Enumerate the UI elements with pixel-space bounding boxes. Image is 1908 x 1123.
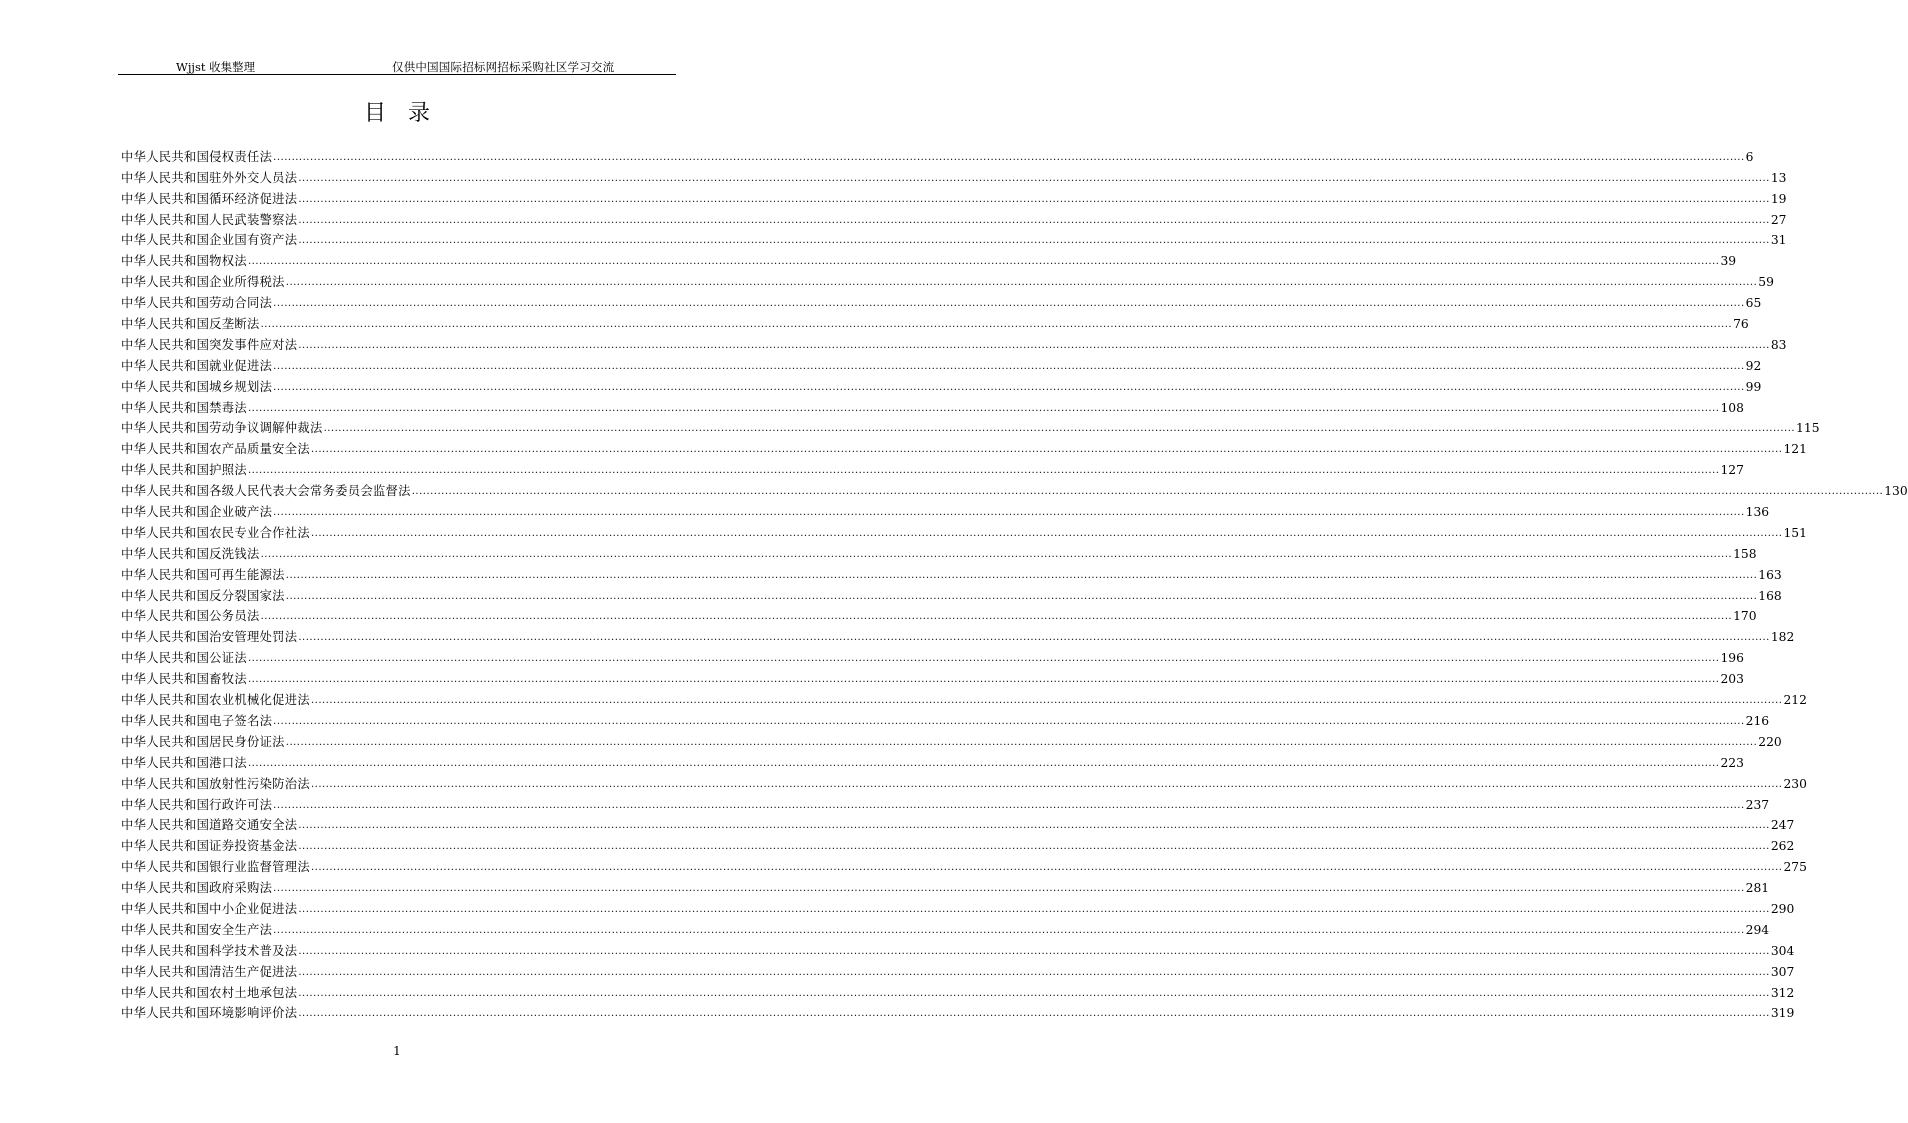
toc-leader-dots: ................................................................................................................................................................................................................................................................................................................................................................................................................	[298, 172, 1770, 184]
toc-entry-title: 中华人民共和国放射性污染防治法	[121, 776, 310, 791]
toc-leader-dots: ................................................................................................................................................................................................................................................................................................................................................................................................................	[310, 862, 1783, 874]
toc-leader-dots: ................................................................................................................................................................................................................................................................................................................................................................................................................	[273, 924, 1745, 936]
toc-entry-page: 319	[1770, 1006, 1795, 1021]
toc-entry-title: 中华人民共和国侵权责任法	[121, 149, 273, 164]
toc-entry-title: 中华人民共和国电子签名法	[121, 713, 273, 728]
toc-entry[interactable]	[121, 583, 1782, 604]
toc-leader-dots: ................................................................................................................................................................................................................................................................................................................................................................................................................	[273, 715, 1745, 727]
toc-entry-page: 6	[1745, 149, 1754, 164]
toc-entry-title: 中华人民共和国道路交通安全法	[121, 818, 298, 833]
toc-entry-page: 65	[1745, 296, 1762, 311]
toc-entry-page: 27	[1770, 212, 1787, 227]
toc-entry-page: 59	[1758, 275, 1774, 290]
toc-entry[interactable]	[121, 687, 1807, 708]
toc-entry-title: 中华人民共和国城乡规划法	[121, 379, 273, 394]
toc-leader-dots: ................................................................................................................................................................................................................................................................................................................................................................................................................	[273, 360, 1745, 372]
toc-leader-dots: ................................................................................................................................................................................................................................................................................................................................................................................................................	[323, 423, 1796, 435]
toc-entry[interactable]	[121, 938, 1795, 959]
toc-entry-page: 216	[1745, 713, 1770, 728]
toc-entry-page: 223	[1720, 755, 1744, 770]
toc-leader-dots: ................................................................................................................................................................................................................................................................................................................................................................................................................	[273, 298, 1745, 310]
toc-entry-title: 中华人民共和国银行业监督管理法	[121, 860, 310, 875]
toc-entry[interactable]	[121, 332, 1787, 353]
toc-entry-page: 230	[1783, 776, 1807, 791]
toc-entry[interactable]	[121, 520, 1807, 541]
toc-entry-title: 中华人民共和国居民身份证法	[121, 734, 285, 749]
toc-leader-dots: ................................................................................................................................................................................................................................................................................................................................................................................................................	[310, 778, 1783, 790]
toc-entry-title: 中华人民共和国政府采购法	[121, 881, 273, 896]
toc-entry[interactable]	[121, 854, 1807, 875]
toc-entry[interactable]	[121, 416, 1820, 437]
toc-entry-title: 中华人民共和国劳动合同法	[121, 296, 273, 311]
toc-leader-dots: ................................................................................................................................................................................................................................................................................................................................................................................................................	[298, 235, 1770, 247]
toc-entry-title: 中华人民共和国农村土地承包法	[121, 985, 298, 1000]
toc-entry-page: 121	[1783, 442, 1807, 457]
toc-entry-title: 中华人民共和国物权法	[121, 254, 247, 269]
toc-entry-page: 136	[1745, 505, 1770, 520]
toc-entry-title: 中华人民共和国企业破产法	[121, 505, 273, 520]
toc-entry[interactable]	[121, 436, 1807, 457]
toc-entry[interactable]	[121, 666, 1744, 687]
toc-leader-dots: ................................................................................................................................................................................................................................................................................................................................................................................................................	[310, 695, 1783, 707]
toc-entry[interactable]	[121, 207, 1787, 228]
toc-entry-title: 中华人民共和国公务员法	[121, 609, 260, 624]
toc-entry[interactable]	[121, 729, 1782, 750]
toc-leader-dots: ................................................................................................................................................................................................................................................................................................................................................................................................................	[273, 151, 1745, 163]
toc-entry[interactable]	[121, 792, 1770, 813]
toc-entry-title: 中华人民共和国安全生产法	[121, 922, 273, 937]
toc-entry-page: 158	[1733, 546, 1757, 561]
toc-entry-title: 中华人民共和国人民武装警察法	[121, 212, 298, 227]
toc-entry[interactable]	[121, 144, 1754, 165]
toc-entry-page: 212	[1783, 693, 1807, 708]
toc-entry[interactable]	[121, 959, 1795, 980]
toc-entry[interactable]	[121, 541, 1757, 562]
toc-entry-title: 中华人民共和国各级人民代表大会常务委员会监督法	[121, 484, 411, 499]
toc-leader-dots: ................................................................................................................................................................................................................................................................................................................................................................................................................	[285, 569, 1758, 581]
toc-entry-page: 304	[1770, 943, 1795, 958]
toc-entry-title: 中华人民共和国中小企业促进法	[121, 901, 298, 916]
toc-leader-dots: ................................................................................................................................................................................................................................................................................................................................................................................................................	[298, 987, 1770, 999]
toc-leader-dots: ................................................................................................................................................................................................................................................................................................................................................................................................................	[247, 402, 1720, 414]
toc-entry[interactable]	[121, 708, 1770, 729]
page-title: 目录	[363, 101, 452, 126]
toc-entry-page: 99	[1745, 379, 1762, 394]
toc-entry[interactable]	[121, 374, 1762, 395]
toc-entry[interactable]	[121, 457, 1744, 478]
toc-leader-dots: ................................................................................................................................................................................................................................................................................................................................................................................................................	[247, 674, 1720, 686]
toc-entry-page: 307	[1770, 964, 1795, 979]
toc-entry-page: 115	[1796, 421, 1820, 436]
toc-entry-page: 281	[1745, 881, 1770, 896]
toc-entry[interactable]	[121, 395, 1744, 416]
toc-leader-dots: ................................................................................................................................................................................................................................................................................................................................................................................................................	[298, 214, 1770, 226]
toc-leader-dots: ................................................................................................................................................................................................................................................................................................................................................................................................................	[411, 486, 1884, 498]
toc-entry-page: 163	[1758, 567, 1782, 582]
toc-entry-title: 中华人民共和国农民专业合作社法	[121, 525, 310, 540]
toc-entry[interactable]	[121, 833, 1795, 854]
toc-entry[interactable]	[121, 624, 1795, 645]
toc-entry[interactable]	[121, 771, 1807, 792]
toc-entry[interactable]	[121, 896, 1795, 917]
toc-leader-dots: ................................................................................................................................................................................................................................................................................................................................................................................................................	[310, 527, 1783, 539]
toc-leader-dots: ................................................................................................................................................................................................................................................................................................................................................................................................................	[285, 590, 1758, 602]
toc-entry-title: 中华人民共和国反洗钱法	[121, 546, 260, 561]
toc-leader-dots: ................................................................................................................................................................................................................................................................................................................................................................................................................	[298, 193, 1770, 205]
header-right-text: 仅供中国国际招标网招标采购社区学习交流	[392, 60, 615, 74]
toc-leader-dots: ................................................................................................................................................................................................................................................................................................................................................................................................................	[298, 820, 1770, 832]
toc-entry-page: 182	[1770, 630, 1795, 645]
toc-entry-page: 92	[1745, 358, 1762, 373]
toc-leader-dots: ................................................................................................................................................................................................................................................................................................................................................................................................................	[298, 966, 1770, 978]
toc-entry-page: 312	[1770, 985, 1795, 1000]
page-number: 1	[393, 1044, 401, 1058]
toc-leader-dots: ................................................................................................................................................................................................................................................................................................................................................................................................................	[273, 883, 1745, 895]
toc-leader-dots: ................................................................................................................................................................................................................................................................................................................................................................................................................	[260, 548, 1733, 560]
toc-entry-page: 196	[1720, 651, 1744, 666]
toc-entry-page: 127	[1720, 463, 1744, 478]
toc-entry-title: 中华人民共和国驻外外交人员法	[121, 170, 298, 185]
toc-entry-page: 220	[1758, 734, 1782, 749]
toc-leader-dots: ................................................................................................................................................................................................................................................................................................................................................................................................................	[247, 256, 1720, 268]
toc-entry-title: 中华人民共和国禁毒法	[121, 400, 247, 415]
toc-entry[interactable]	[121, 186, 1787, 207]
toc-entry-page: 203	[1720, 672, 1744, 687]
toc-entry[interactable]	[121, 248, 1737, 269]
toc-entry-title: 中华人民共和国企业国有资产法	[121, 233, 298, 248]
toc-leader-dots: ................................................................................................................................................................................................................................................................................................................................................................................................................	[285, 277, 1758, 289]
toc-entry[interactable]	[121, 813, 1795, 834]
toc-entry[interactable]	[121, 917, 1770, 938]
toc-leader-dots: ................................................................................................................................................................................................................................................................................................................................................................................................................	[298, 903, 1770, 915]
toc-leader-dots: ................................................................................................................................................................................................................................................................................................................................................................................................................	[298, 841, 1770, 853]
toc-entry-title: 中华人民共和国反分裂国家法	[121, 588, 285, 603]
toc-entry[interactable]	[121, 165, 1787, 186]
toc-leader-dots: ................................................................................................................................................................................................................................................................................................................................................................................................................	[260, 611, 1733, 623]
toc-leader-dots: ................................................................................................................................................................................................................................................................................................................................................................................................................	[298, 945, 1770, 957]
toc-entry[interactable]	[121, 750, 1744, 771]
toc-entry-title: 中华人民共和国护照法	[121, 463, 247, 478]
toc-entry-title: 中华人民共和国突发事件应对法	[121, 337, 298, 352]
toc-leader-dots: ................................................................................................................................................................................................................................................................................................................................................................................................................	[273, 799, 1745, 811]
toc-entry-page: 151	[1783, 525, 1807, 540]
toc-leader-dots: ................................................................................................................................................................................................................................................................................................................................................................................................................	[298, 632, 1770, 644]
toc-entry[interactable]	[121, 1001, 1795, 1022]
toc-leader-dots: ................................................................................................................................................................................................................................................................................................................................................................................................................	[247, 465, 1720, 477]
toc-entry[interactable]	[121, 645, 1744, 666]
toc-entry[interactable]	[121, 228, 1787, 249]
toc-entry-title: 中华人民共和国就业促进法	[121, 358, 273, 373]
toc-entry-page: 39	[1720, 254, 1737, 269]
toc-leader-dots: ................................................................................................................................................................................................................................................................................................................................................................................................................	[285, 736, 1758, 748]
toc-entry[interactable]	[121, 875, 1770, 896]
toc-entry-page: 294	[1745, 922, 1770, 937]
page-header	[118, 57, 676, 75]
toc-entry-page: 237	[1745, 797, 1770, 812]
toc-entry-page: 262	[1770, 839, 1795, 854]
toc-leader-dots: ................................................................................................................................................................................................................................................................................................................................................................................................................	[273, 507, 1745, 519]
toc-entry-title: 中华人民共和国反垄断法	[121, 317, 260, 332]
toc-entry-page: 247	[1770, 818, 1795, 833]
toc-leader-dots: ................................................................................................................................................................................................................................................................................................................................................................................................................	[298, 1008, 1770, 1020]
toc-entry-title: 中华人民共和国农产品质量安全法	[121, 442, 310, 457]
toc-leader-dots: ................................................................................................................................................................................................................................................................................................................................................................................................................	[273, 381, 1745, 393]
toc-entry-title: 中华人民共和国环境影响评价法	[121, 1006, 298, 1021]
toc-entry-title: 中华人民共和国农业机械化促进法	[121, 693, 310, 708]
toc-entry-title: 中华人民共和国证券投资基金法	[121, 839, 298, 854]
toc-entry-page: 130	[1884, 484, 1908, 499]
toc-entry[interactable]	[121, 353, 1762, 374]
toc-leader-dots: ................................................................................................................................................................................................................................................................................................................................................................................................................	[260, 319, 1733, 331]
toc-entry[interactable]	[121, 980, 1795, 1001]
toc-leader-dots: ................................................................................................................................................................................................................................................................................................................................................................................................................	[310, 444, 1783, 456]
toc-entry-page: 168	[1758, 588, 1782, 603]
toc-entry[interactable]	[121, 478, 1908, 499]
toc-leader-dots: ................................................................................................................................................................................................................................................................................................................................................................................................................	[247, 653, 1720, 665]
header-left-text: Wjjst 收集整理	[176, 60, 256, 74]
toc-entry-title: 中华人民共和国劳动争议调解仲裁法	[121, 421, 323, 436]
toc-entry-title: 中华人民共和国港口法	[121, 755, 247, 770]
toc-entry[interactable]	[121, 290, 1762, 311]
toc-entry[interactable]	[121, 311, 1749, 332]
toc-entry[interactable]	[121, 562, 1782, 583]
toc-entry-page: 108	[1720, 400, 1744, 415]
toc-entry[interactable]	[121, 604, 1757, 625]
toc-entry-title: 中华人民共和国清洁生产促进法	[121, 964, 298, 979]
toc-entry-title: 中华人民共和国畜牧法	[121, 672, 247, 687]
toc-entry-title: 中华人民共和国可再生能源法	[121, 567, 285, 582]
toc-leader-dots: ................................................................................................................................................................................................................................................................................................................................................................................................................	[298, 339, 1770, 351]
toc-entry-title: 中华人民共和国循环经济促进法	[121, 191, 298, 206]
toc-entry[interactable]	[121, 499, 1770, 520]
toc-entry-title: 中华人民共和国企业所得税法	[121, 275, 285, 290]
toc-entry-page: 83	[1770, 337, 1787, 352]
toc-entry-page: 170	[1733, 609, 1757, 624]
toc-entry-title: 中华人民共和国行政许可法	[121, 797, 273, 812]
toc-entry-page: 13	[1770, 170, 1787, 185]
toc-entry-page: 290	[1770, 901, 1795, 916]
toc-entry-title: 中华人民共和国治安管理处罚法	[121, 630, 298, 645]
toc-entry[interactable]	[121, 269, 1774, 290]
toc-entry-page: 31	[1770, 233, 1787, 248]
toc-entry-page: 76	[1733, 317, 1749, 332]
toc-entry-title: 中华人民共和国科学技术普及法	[121, 943, 298, 958]
toc-entry-title: 中华人民共和国公证法	[121, 651, 247, 666]
toc-entry-page: 19	[1770, 191, 1787, 206]
toc-leader-dots: ................................................................................................................................................................................................................................................................................................................................................................................................................	[247, 757, 1720, 769]
toc-entry-page: 275	[1783, 860, 1807, 875]
table-of-contents	[121, 144, 1908, 1021]
